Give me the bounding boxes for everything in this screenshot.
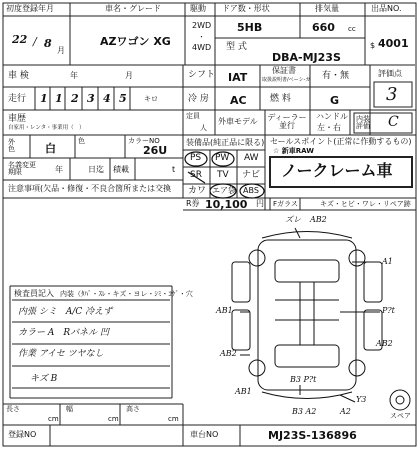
diagram-mark-11: Y3 bbox=[356, 395, 367, 404]
drive-2wd: 2WD bbox=[192, 21, 212, 30]
capacity-label: 定員 bbox=[186, 112, 200, 120]
notes-label: 注意事項(欠品・修復・不良合箇所または交換 bbox=[8, 184, 172, 193]
mileage-digit-3: 2 bbox=[71, 92, 79, 105]
vehicle-history-sub: 自家用・レンタ・事業用（ ） bbox=[8, 125, 85, 131]
height-label: 高さ bbox=[126, 405, 140, 413]
diagram-mark-6: AB2 bbox=[220, 349, 237, 358]
inspection-label: 車 検 bbox=[8, 71, 29, 81]
interior-score-value: C bbox=[388, 114, 399, 130]
inspector-note-4: キズ B bbox=[30, 374, 58, 384]
handle-value: 左・右 bbox=[317, 123, 341, 132]
score-value: 3 bbox=[386, 84, 398, 105]
reg-month: 8 bbox=[44, 37, 52, 50]
import-model-label: 外車モデル bbox=[218, 117, 258, 126]
equip-abs: ABS bbox=[243, 186, 259, 195]
recycle-unit: 円 bbox=[256, 199, 264, 208]
lot-no-label: 出品NO. bbox=[371, 4, 402, 13]
car-name-label: 車名・グレード bbox=[105, 4, 161, 13]
sales-point-note: ☆ 新車RAW bbox=[273, 147, 314, 155]
spare-tire-label: スペア bbox=[390, 412, 411, 420]
aircon-label: 冷 房 bbox=[188, 94, 209, 104]
diagram-mark-2: AB2 bbox=[310, 215, 327, 224]
diagram-mark-5: P?t bbox=[382, 306, 395, 315]
no-claim-label: ノークレーム車 bbox=[281, 161, 393, 180]
recycle-value: 10,100 bbox=[205, 198, 248, 211]
drive-label: 駆動 bbox=[190, 4, 206, 13]
displacement: 660 bbox=[312, 21, 335, 34]
chassis-value: MJ23S-136896 bbox=[268, 429, 357, 442]
inspection-year: 年 bbox=[70, 71, 78, 80]
mileage-label: 走行 bbox=[8, 94, 27, 104]
length-label: 長さ bbox=[6, 405, 20, 413]
glass-label: Fガラス bbox=[273, 200, 298, 208]
equip-ps: PS bbox=[190, 153, 202, 163]
diagram-mark-4: AB1 bbox=[216, 306, 233, 315]
reg-no-label: 登録NO bbox=[8, 430, 37, 439]
diagram-mark-3: A1 bbox=[382, 257, 393, 266]
equip-airbag: エア袋 bbox=[212, 186, 236, 195]
color-no-value: 26U bbox=[143, 144, 168, 157]
width-label: 幅 bbox=[66, 405, 73, 413]
cc-unit: cc bbox=[348, 25, 356, 33]
diagram-mark-7: AB2 bbox=[376, 339, 393, 348]
equip-aw: AW bbox=[244, 153, 259, 163]
mileage-digit-5: 4 bbox=[103, 92, 111, 105]
equip-navi: ナビ bbox=[242, 170, 261, 180]
score-label: 評価点 bbox=[378, 69, 402, 78]
diagram-mark-9: AB1 bbox=[235, 387, 252, 396]
inspection-month: 月 bbox=[125, 71, 133, 80]
km-unit: キロ bbox=[144, 95, 158, 103]
name-change-label: 名義変更期限 bbox=[8, 161, 36, 176]
orig-color-label: 色 bbox=[78, 137, 85, 145]
interior-score-label: 内装評価 bbox=[356, 115, 370, 130]
ext-color-value: 白 bbox=[45, 142, 56, 155]
height-unit: cm bbox=[168, 415, 179, 423]
length-unit: cm bbox=[48, 415, 59, 423]
inspector-note-1: 内張 シミ A/C 冷えず bbox=[18, 307, 113, 317]
drive-4wd: 4WD bbox=[192, 43, 212, 52]
equip-tv: TV bbox=[217, 170, 229, 180]
dealer-label: ディーラー並行 bbox=[267, 113, 307, 130]
warranty-label: 保証書 bbox=[272, 66, 296, 75]
glass-note: キズ・ヒビ・ワレ・リペア跡 bbox=[320, 200, 411, 208]
drive-dot: ・ bbox=[198, 33, 205, 41]
loading-label: 積載 bbox=[113, 165, 129, 174]
diagram-mark-12: A2 bbox=[340, 407, 351, 416]
car-diagram bbox=[232, 228, 410, 410]
door-shape: 5HB bbox=[237, 21, 263, 34]
car-name: AZワゴン XG bbox=[100, 35, 171, 48]
inspector-label: 検査員記入 bbox=[14, 289, 54, 298]
diagram-mark-1: ズレ bbox=[285, 215, 301, 224]
vehicle-history-label: 車歴 bbox=[8, 114, 27, 124]
handle-label: ハンドル bbox=[316, 112, 348, 121]
model-label: 型 式 bbox=[226, 42, 247, 52]
mileage-digit-1: 1 bbox=[40, 92, 48, 105]
inspector-note-2: カラー A Rバネル 凹 bbox=[18, 328, 109, 338]
ext-color-label: 外色 bbox=[8, 138, 15, 153]
equip-leather: カワ bbox=[188, 186, 207, 196]
chassis-label: 車台NO bbox=[190, 430, 219, 439]
warranty-sub: 取扱説明書/ベーシ-ガ bbox=[262, 77, 311, 83]
reg-month-unit: 月 bbox=[57, 46, 65, 55]
shift-label: シフト bbox=[188, 70, 216, 80]
mileage-digit-4: 3 bbox=[87, 92, 95, 105]
name-change-year: 年 bbox=[55, 165, 63, 174]
mileage-digit-2: 1 bbox=[55, 92, 63, 105]
width-unit: cm bbox=[108, 415, 119, 423]
model-code: DBA-MJ23S bbox=[272, 51, 341, 64]
door-shape-label: ドア数・形状 bbox=[222, 4, 270, 13]
equipment-label: 装備品(純正品に限る) bbox=[186, 138, 265, 147]
diagram-mark-10: B3 A2 bbox=[292, 407, 317, 416]
reg-slash: / bbox=[33, 35, 37, 48]
equip-sr: SR bbox=[190, 170, 202, 180]
lot-prefix: $ bbox=[370, 41, 376, 50]
lot-no: 4001 bbox=[378, 37, 409, 50]
recycle-label: R券 bbox=[186, 199, 200, 208]
mileage-digit-6: 5 bbox=[119, 92, 127, 105]
shift-value: IAT bbox=[228, 71, 248, 84]
capacity-unit: 人 bbox=[200, 124, 207, 132]
diagram-mark-8: B3 P?t bbox=[290, 375, 317, 384]
warranty-value: 有・無 bbox=[322, 71, 350, 81]
displacement-label: 排気量 bbox=[315, 4, 339, 13]
first-reg-label: 初度登録年月 bbox=[6, 4, 54, 13]
reg-year: 22 bbox=[12, 33, 28, 46]
inspector-note-3: 作業 アイセ ツヤなし bbox=[18, 349, 104, 359]
inspector-options: 内装（ﾀﾊﾞ・ｽﾚ・キズ・ヨレ・ｼﾐ・ｺｹﾞ・穴 bbox=[60, 290, 193, 298]
fuel-value: G bbox=[330, 94, 340, 107]
equip-pw: PW bbox=[215, 153, 230, 163]
fuel-label: 燃 料 bbox=[270, 94, 291, 104]
sales-point-label: セールスポイント(正常に作動するもの) bbox=[270, 137, 412, 146]
color-no-label: カラーNO bbox=[128, 137, 160, 145]
name-change-day: 日迄 bbox=[88, 165, 104, 174]
loading-unit: t bbox=[172, 165, 176, 174]
aircon-value: AC bbox=[230, 94, 247, 107]
